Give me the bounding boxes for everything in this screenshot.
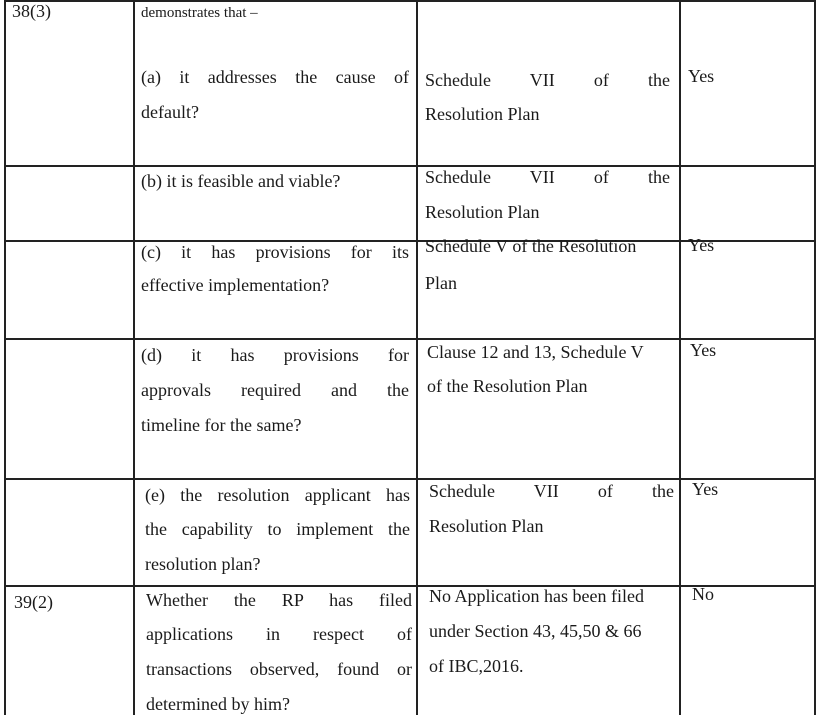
question-line: approvals required and the xyxy=(141,380,409,400)
section-number: 38(3) xyxy=(12,1,51,21)
answer-cell: Yes xyxy=(692,479,719,499)
question-line: determined by him? xyxy=(146,694,290,714)
question-line: (b) it is feasible and viable? xyxy=(141,171,341,191)
question-line: Whether the RP has filed xyxy=(146,590,412,610)
question-line: default? xyxy=(141,102,199,122)
section-number: 39(2) xyxy=(14,592,53,612)
reference-line: Plan xyxy=(425,273,458,293)
question-line: applications in respect of xyxy=(146,624,412,644)
question-line: (c) it has provisions for its xyxy=(141,242,409,262)
column-divider-1 xyxy=(133,0,135,715)
reference-line: Clause 12 and 13, Schedule V xyxy=(427,342,644,362)
reference-line: Schedule V of the Resolution xyxy=(425,236,637,256)
question-line: (e) the resolution applicant has xyxy=(145,485,410,505)
question-line: resolution plan? xyxy=(145,554,261,574)
table-border-right xyxy=(814,0,816,715)
answer-cell: Yes xyxy=(690,340,717,360)
table-border-left xyxy=(4,0,6,715)
reference-line: under Section 43, 45,50 & 66 xyxy=(429,621,642,641)
answer-cell: No xyxy=(692,584,714,604)
table-border-top xyxy=(4,0,815,2)
reference-line: Schedule VII of the xyxy=(425,167,670,187)
reference-line: Schedule VII of the xyxy=(429,481,674,501)
reference-line: Resolution Plan xyxy=(429,516,544,536)
reference-line: Schedule VII of the xyxy=(425,70,670,90)
answer-cell: Yes xyxy=(688,66,715,86)
reference-line: No Application has been filed xyxy=(429,586,644,606)
question-line: (a) it addresses the cause of xyxy=(141,67,409,87)
question-line: (d) it has provisions for xyxy=(141,345,409,365)
reference-line: of the Resolution Plan xyxy=(427,376,588,396)
answer-cell: Yes xyxy=(688,235,715,255)
reference-line: Resolution Plan xyxy=(425,202,540,222)
reference-line: of IBC,2016. xyxy=(429,656,524,676)
column-divider-3 xyxy=(679,0,681,715)
question-line: the capability to implement the xyxy=(145,519,410,539)
reference-line: Resolution Plan xyxy=(425,104,540,124)
question-line: transactions observed, found or xyxy=(146,659,412,679)
intro-text: demonstrates that – xyxy=(141,5,258,21)
question-line: timeline for the same? xyxy=(141,415,302,435)
column-divider-2 xyxy=(416,0,418,715)
row-divider-1 xyxy=(4,165,815,167)
question-line: effective implementation? xyxy=(141,275,330,295)
